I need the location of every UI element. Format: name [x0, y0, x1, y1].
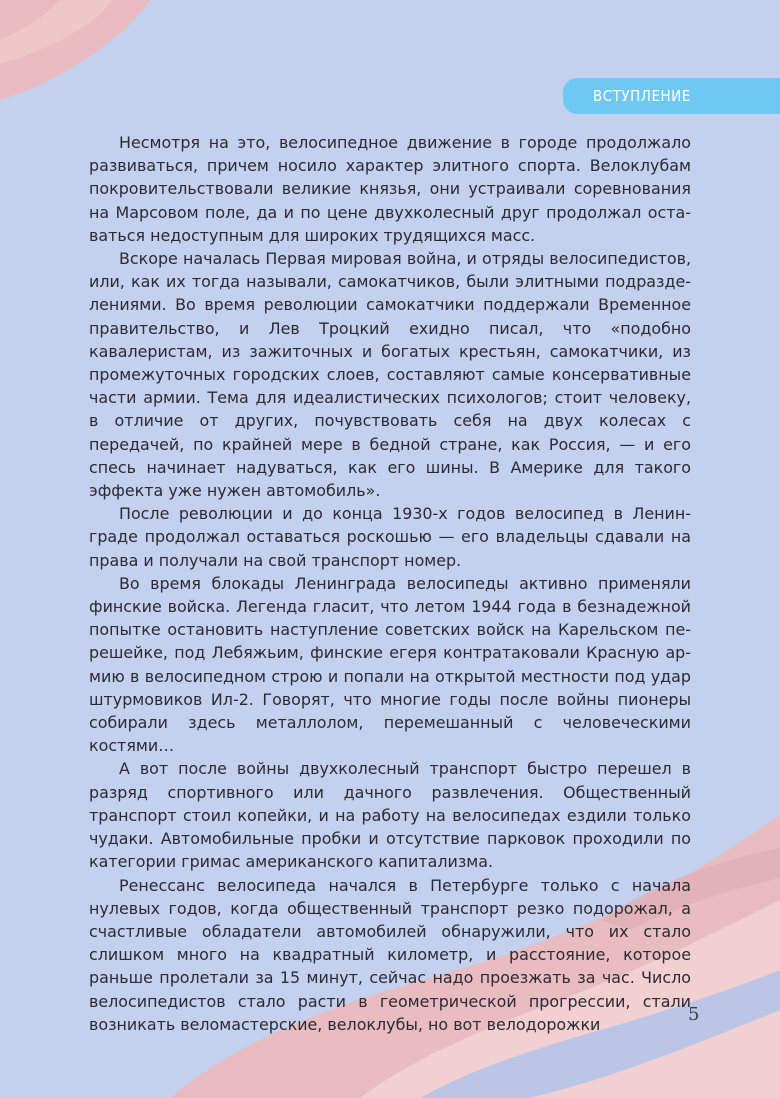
section-label-text: ВСТУПЛЕНИЕ	[593, 87, 691, 105]
paragraph-6: Ренессанс велосипеда начался в Петербурге только с начала нулевых годов, когда общественный транспорт резко подорожал, а счастливые обладатели автомобилей обнаружили, что их стало слишком много на квадратный километр, и расстояние, которое раньше пролетали за 15 минут, сейчас надо проезжать за час. Число велосипедистов стало расти в геометрической прогрессии, стали возникать веломастерские, велоклубы, но вот велодорожки	[89, 875, 691, 1034]
paragraph-4: Во время блокады Ленинграда велосипеды активно применяли финские войска. Легенда гласит, что летом 1944 года в безнадежной попытке остановить наступление советских войск на Карельском перешейке, под Лебяжьим, финские егеря контратаковали Красную армию в велосипедном строю и попали на открытой местности под удар штурмовиков Ил-2. Говорят, что многие годы после войны пионеры собирали здесь металлолом, перемешанный с человеческими костями…	[89, 573, 691, 756]
paragraph-2: Вскоре началась Первая мировая война, и отряды велосипедистов, или, как их тогда называли, самокатчиков, были элитными подразделениями. Во время революции самокатчики поддержали Временное правительство, и Лев Троцкий ехидно писал, что «подобно кавалеристам, из зажиточных и богатых крестьян, самокатчики, из промежуточных городских слоев, составляют самые консервативные части армии. Тема для идеалистических психологов; стоит человеку, в отличие от других, почувствовать себя на двух колесах с передачей, по крайней мере в бедной стране, как Россия, — и его спесь начинает надуваться, как его шины. В Америке для такого эффекта уже нужен автомобиль».	[89, 249, 691, 501]
paragraph-5: А вот после войны двухколесный транспорт быстро перешел в разряд спортивного или дачного развлечения. Общественный транспорт стоил копейки, и на работу на велосипедах ездили только чудаки. Автомобильные пробки и отсутствие парковок проходили по категории гримас американского капитализма.	[89, 759, 691, 872]
main-text-column	[89, 131, 691, 1036]
section-label-tab	[563, 78, 780, 114]
paragraph-3: После революции и до конца 1930-х годов велосипед в Ленинграде продолжал оставаться роскошью — его владельцы сдавали на права и получали на свой транспорт номер.	[89, 504, 691, 570]
paragraph-1: Несмотря на это, велосипедное движение в городе продолжало развиваться, причем носило характер элитного спорта. Велоклубам покровительствовали великие князья, они устраивали соревнования на Марсовом поле, да и по цене двухколесный друг продолжал оставаться недоступным для широких трудящихся масс.	[89, 133, 691, 245]
page-number: 5	[688, 1004, 700, 1025]
